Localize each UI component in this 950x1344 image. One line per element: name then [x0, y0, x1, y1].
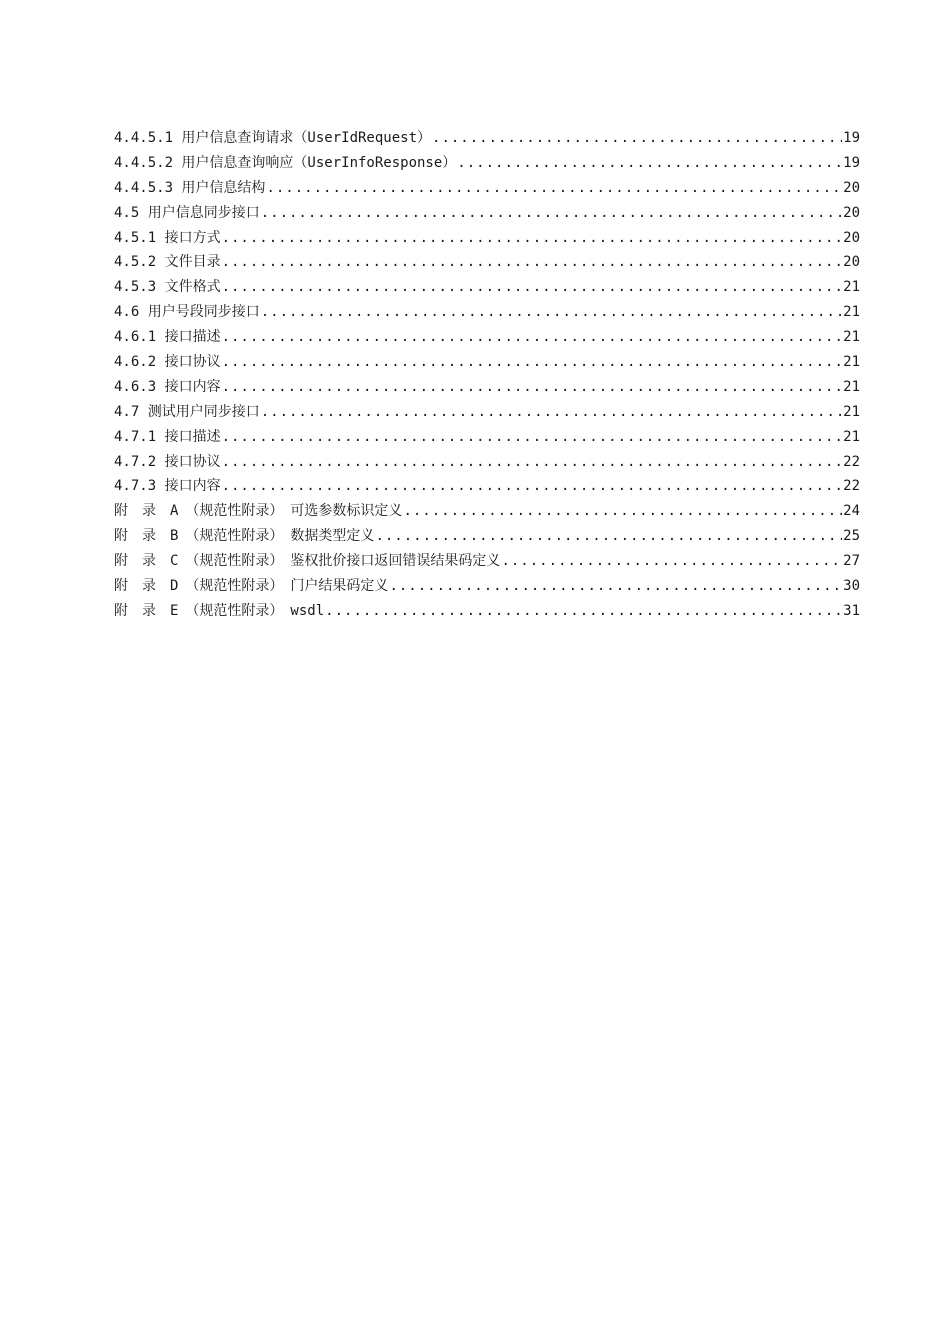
toc-entry-title: 附 录 A （规范性附录） 可选参数标识定义	[114, 503, 403, 520]
toc-leader-dots	[261, 300, 842, 325]
toc-leader-dots	[222, 375, 843, 400]
toc-entry[interactable]	[114, 499, 860, 524]
toc-page-number: 21	[843, 378, 860, 395]
toc-page-number: 21	[843, 354, 860, 371]
toc-entry-title: 4.7.1 接口描述	[114, 428, 221, 445]
toc-page-number: 21	[843, 428, 860, 445]
toc-page-number: 19	[843, 154, 860, 171]
toc-entry-title: 4.6.2 接口协议	[114, 354, 221, 371]
toc-entry[interactable]	[114, 549, 860, 574]
toc-entry-title: 4.5.1 接口方式	[114, 229, 221, 246]
toc-page-number: 20	[843, 179, 860, 196]
toc-entry[interactable]	[114, 250, 860, 275]
toc-entry[interactable]	[114, 300, 860, 325]
toc-entry[interactable]	[114, 176, 860, 201]
toc-leader-dots	[222, 226, 843, 251]
toc-leader-dots	[501, 549, 842, 574]
toc-page-number: 21	[843, 403, 860, 420]
toc-page-number: 20	[843, 254, 860, 271]
toc-page-number: 25	[843, 528, 860, 545]
toc-entry[interactable]	[114, 350, 860, 375]
toc-entry-title: 4.4.5.2 用户信息查询响应（UserInfoResponse）	[114, 154, 457, 171]
toc-page-number: 22	[843, 478, 860, 495]
toc-entry[interactable]	[114, 574, 860, 599]
toc-leader-dots	[403, 499, 842, 524]
toc-page-number: 22	[843, 453, 860, 470]
toc-leader-dots	[222, 250, 843, 275]
toc-entry[interactable]	[114, 474, 860, 499]
toc-page-number: 19	[843, 130, 860, 146]
toc-leader-dots	[457, 151, 842, 176]
toc-leader-dots	[222, 450, 843, 475]
toc-leader-dots	[222, 474, 843, 499]
toc-leader-dots	[325, 599, 842, 624]
toc-entry[interactable]	[114, 400, 860, 425]
toc-entry[interactable]	[114, 599, 860, 624]
toc-page-number: 27	[843, 553, 860, 570]
toc-entry-title: 4.6.3 接口内容	[114, 378, 221, 395]
toc-leader-dots	[261, 400, 842, 425]
toc-entry[interactable]	[114, 325, 860, 350]
toc-page-number: 21	[843, 329, 860, 346]
toc-entry-title: 4.4.5.1 用户信息查询请求（UserIdRequest）	[114, 130, 432, 146]
table-of-contents	[114, 126, 860, 624]
toc-entry-title: 附 录 C （规范性附录） 鉴权批价接口返回错误结果码定义	[114, 553, 501, 570]
toc-page-number: 30	[843, 578, 860, 595]
toc-entry[interactable]	[114, 275, 860, 300]
toc-page-number: 31	[843, 602, 860, 619]
toc-leader-dots	[266, 176, 842, 201]
toc-entry-title: 4.6 用户号段同步接口	[114, 304, 260, 321]
toc-entry-title: 附 录 B （规范性附录） 数据类型定义	[114, 528, 375, 545]
toc-entry[interactable]	[114, 151, 860, 176]
toc-entry[interactable]	[114, 226, 860, 251]
toc-leader-dots	[375, 524, 842, 549]
toc-page-number: 20	[843, 204, 860, 221]
toc-page-number: 24	[843, 503, 860, 520]
toc-entry-title: 附 录 D （规范性附录） 门户结果码定义	[114, 578, 389, 595]
toc-leader-dots	[261, 201, 842, 226]
toc-leader-dots	[222, 325, 843, 350]
toc-entry[interactable]	[114, 126, 860, 151]
toc-entry-title: 4.6.1 接口描述	[114, 329, 221, 346]
toc-entry[interactable]	[114, 425, 860, 450]
toc-entry-title: 4.5 用户信息同步接口	[114, 204, 260, 221]
toc-page-number: 20	[843, 229, 860, 246]
toc-entry[interactable]	[114, 450, 860, 475]
toc-entry-title: 4.7 测试用户同步接口	[114, 403, 260, 420]
toc-entry[interactable]	[114, 375, 860, 400]
toc-entry-title: 附 录 E （规范性附录） wsdl	[114, 602, 325, 619]
toc-leader-dots	[222, 275, 843, 300]
toc-entry-title: 4.7.2 接口协议	[114, 453, 221, 470]
toc-leader-dots	[432, 126, 842, 151]
toc-leader-dots	[222, 425, 843, 450]
toc-leader-dots	[389, 574, 842, 599]
toc-entry[interactable]	[114, 524, 860, 549]
toc-entry-title: 4.5.3 文件格式	[114, 279, 221, 296]
toc-entry-title: 4.5.2 文件目录	[114, 254, 221, 271]
toc-leader-dots	[222, 350, 843, 375]
toc-entry-title: 4.4.5.3 用户信息结构	[114, 179, 266, 196]
toc-entry-title: 4.7.3 接口内容	[114, 478, 221, 495]
toc-entry[interactable]	[114, 201, 860, 226]
toc-page-number: 21	[843, 279, 860, 296]
toc-page-number: 21	[843, 304, 860, 321]
